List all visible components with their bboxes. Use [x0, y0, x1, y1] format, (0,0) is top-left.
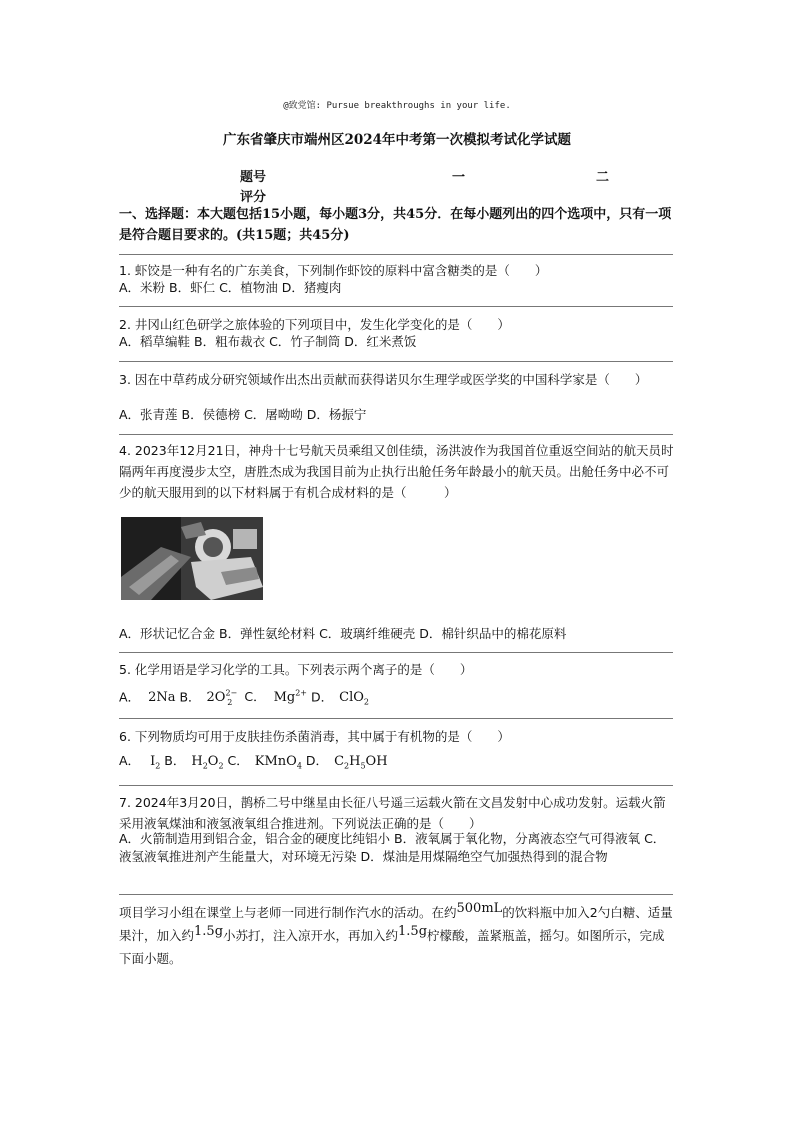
option-d-formula: ClO$_2$ [339, 690, 369, 707]
divider [119, 785, 673, 786]
option-b-label: B． [164, 753, 186, 768]
divider [119, 254, 673, 255]
question-6-stem: 6. 下列物质均可用于皮肤挂伤杀菌消毒，其中属于有机物的是（ ） [119, 729, 510, 744]
mass-value: 1.5g [398, 924, 428, 939]
divider [119, 361, 673, 362]
option-c-label: C． [244, 689, 266, 705]
question-1-stem: 1. 虾饺是一种有名的广东美食，下列制作虾饺的原料中富含糖类的是（ ） [119, 263, 548, 278]
astronaut-spacewalk-photo [121, 517, 263, 600]
question-7-stem: 7. 2024年3月20日，鹊桥二号中继星由长征八号遥三运载火箭在文昌发射中心成功发射。运载火箭采用液氧煤油和液氢液氧组合推进剂。下列说法正确的是（ ） [119, 795, 666, 831]
option-a-formula: 2Na [148, 690, 176, 706]
divider [119, 894, 673, 895]
page-title: 广东省肇庆市端州区2024年中考第一次模拟考试化学试题 [222, 132, 572, 148]
question-4-options: A．形状记忆合金 B．弹性氨纶材料 C．玻璃纤维硬壳 D．棉针织品中的棉花原料 [119, 626, 567, 641]
question-2-stem: 2. 井冈山红色研学之旅体验的下列项目中，发生化学变化的是（ ） [119, 317, 510, 332]
option-b-formula: $2O^{2-}_2$ [206, 689, 238, 707]
question-3-options: A．张青莲 B．侯德榜 C．屠呦呦 D．杨振宁 [119, 407, 367, 422]
divider [119, 434, 673, 435]
question-4-stem: 4. 2023年12月21日，神舟十七号航天员乘组又创佳绩，汤洪波作为我国首位重返空间站的航天员时隔两年再度漫步太空，唐胜杰成为我国目前为止执行出舱任务年龄最小的航天员。出舱任务中必不可少的航天服用到的以下材料属于有机合成材料的是（ ） [119, 443, 674, 500]
question-1-options: A．米粉 B．虾仁 C．植物油 D．猪瘦肉 [119, 280, 342, 295]
question-2-options: A．稻草编鞋 B．粗布裁衣 C．竹子制筒 D．红米煮饭 [119, 334, 417, 349]
option-a-label: A． [119, 753, 141, 768]
option-a-formula: $I_2$ [150, 754, 161, 771]
mass-value: 1.5g [194, 924, 224, 939]
option-a-label: A． [119, 689, 141, 705]
option-b-formula: $H_2O_2$ [191, 754, 224, 771]
option-d-formula: $C_2H_5OH$ [334, 754, 388, 771]
divider [119, 718, 673, 719]
score-table-row-label-score: 评分 [240, 190, 267, 205]
divider [119, 306, 673, 307]
astronaut-photo-image [121, 517, 263, 600]
option-d-label: D． [305, 753, 329, 768]
question-7-options: A．火箭制造用到铝合金，铝合金的硬度比纯铝小 B．液氧属于氧化物，分离液态空气可得液氧 C．液氢液氧推进剂产生能量大，对环境无污染 D．煤油是用煤隔绝空气加强热得到的混合物 [119, 831, 666, 864]
question-3-stem: 3. 因在中草药成分研究领域作出杰出贡献而获得诺贝尔生理学或医学奖的中国科学家是（ ） [119, 372, 648, 387]
option-d-label: D． [311, 689, 334, 705]
score-table-row-label-number: 题号 [240, 170, 267, 185]
passage-text: 项目学习小组在课堂上与老师一同进行制作汽水的活动。在约500mL的饮料瓶中加入2勺白糖、适量果汁，加入约1.5g小苏打，注入凉开水，再加入约1.5g柠檬酸，盖紧瓶盖，摇匀。如图所示，完成下面小题。 [119, 901, 673, 966]
option-c-formula: KMnO$_4$ [254, 754, 302, 771]
header-motto: @致党馆: Pursue breakthroughs in your life. [283, 101, 511, 111]
question-5-stem: 5. 化学用语是学习化学的工具。下列表示两个离子的是（ ） [119, 662, 473, 677]
score-table-col-1: 一 [452, 170, 466, 185]
volume-value: 500mL [456, 901, 503, 916]
question-5-options [119, 684, 675, 713]
section-heading: 一、选择题：本大题包括15小题，每小题3分，共45分．在每小题列出的四个选项中，只有一项是符合题目要求的。(共15题；共45分) [119, 207, 672, 243]
option-c-formula: $Mg^{2+}$ [273, 689, 308, 706]
option-b-label: B． [179, 689, 201, 705]
divider [119, 652, 673, 653]
question-6-options [119, 751, 675, 777]
option-c-label: C． [227, 753, 249, 768]
score-table-col-2: 二 [596, 170, 610, 185]
